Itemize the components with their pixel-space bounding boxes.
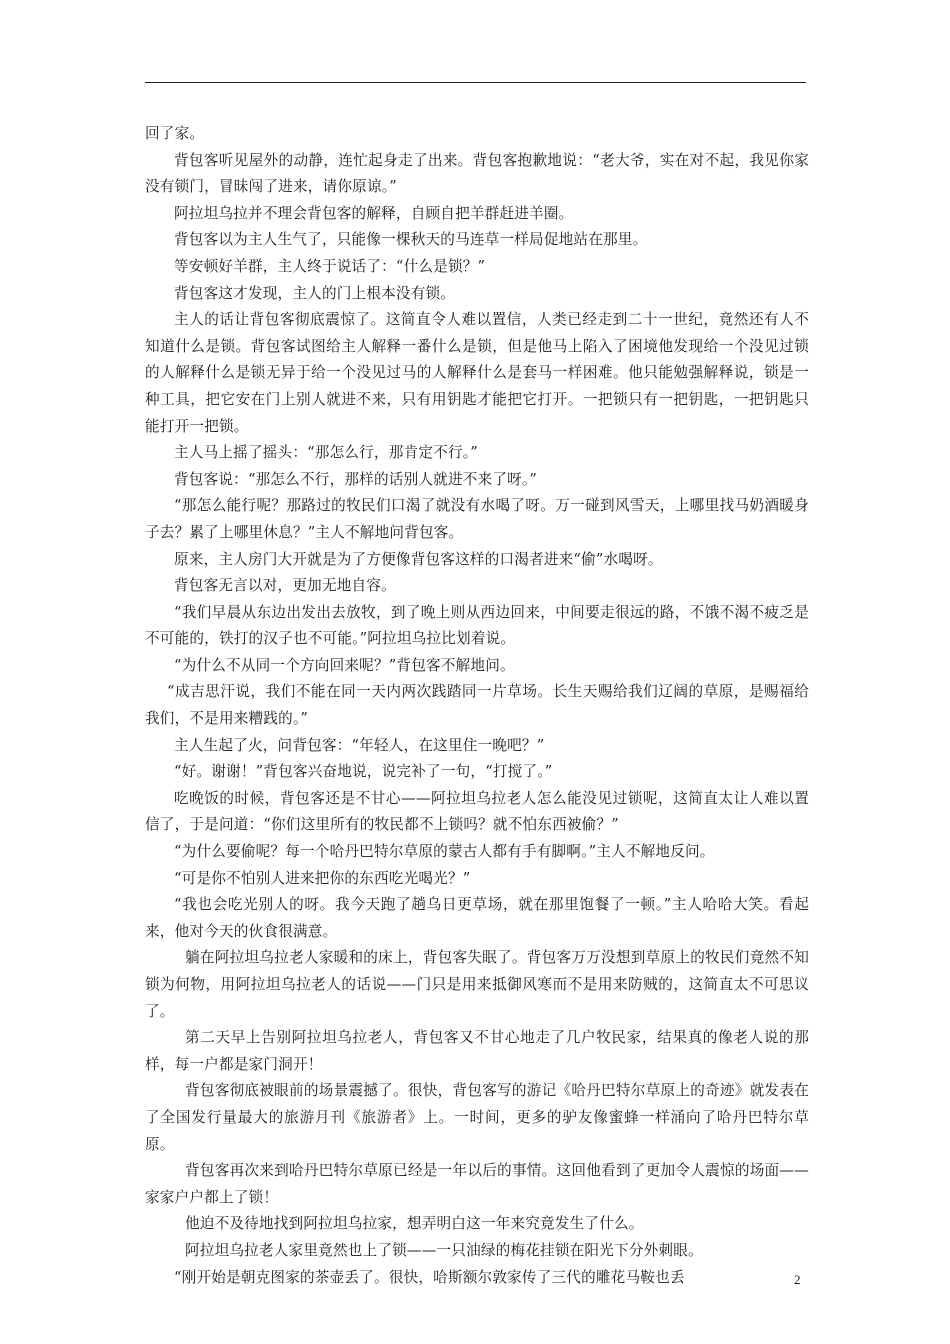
paragraph: “可是你不怕别人进来把你的东西吃光喝光？” xyxy=(174,869,471,887)
paragraph: “好。谢谢！”背包客兴奋地说，说完补了一句，“打搅了。” xyxy=(174,763,553,781)
paragraph: “为什么要偷呢？每一个哈丹巴特尔草原的蒙古人都有手有脚啊。”主人不解地反问。 xyxy=(174,843,715,861)
header-rule xyxy=(145,82,806,83)
paragraph: 背包客这才发现，主人的门上根本没有锁。 xyxy=(174,284,456,302)
paragraph: “为什么不从同一个方向回来呢？”背包客不解地问。 xyxy=(174,656,515,674)
paragraph: 回了家。 xyxy=(145,125,205,142)
paragraph: 背包客无言以对，更加无地自容。 xyxy=(174,577,396,595)
paragraph: 主人生起了火，问背包客：“年轻人，在这里住一晚吧？” xyxy=(174,736,545,754)
body-text xyxy=(145,121,809,1291)
paragraph: 第二天早上告别阿拉坦乌拉老人，背包客又不甘心地走了几户牧民家，结果真的像老人说的那样，每一户都是家门洞开！ xyxy=(145,1029,809,1073)
paragraph: 他迫不及待地找到阿拉坦乌拉家，想弄明白这一年来究竟发生了什么。 xyxy=(185,1215,644,1233)
paragraph: 原来，主人房门大开就是为了方便像背包客这样的口渴者进来“偷”水喝呀。 xyxy=(174,550,663,568)
paragraph: 背包客听见屋外的动静，连忙起身走了出来。背包客抱歉地说：“老大爷，实在对不起，我见你家没有锁门，冒昧闯了进来，请你原谅。” xyxy=(145,151,809,196)
paragraph: 躺在阿拉坦乌拉老人家暖和的床上，背包客失眠了。背包客万万没想到草原上的牧民们竟然不知锁为何物，用阿拉坦乌拉老人的话说——门只是用来抵御风寒而不是用来防贼的，这简直太不可思议了。 xyxy=(145,949,809,1020)
paragraph: 背包客再次来到哈丹巴特尔草原已经是一年以后的事情。这回他看到了更加令人震惊的场面——家家户户都上了锁！ xyxy=(145,1162,809,1206)
paragraph: 主人马上摇了摇头：“那怎么行，那肯定不行。” xyxy=(174,444,478,462)
paragraph: “我也会吃光别人的呀。我今天跑了趟乌日更草场，就在那里饱餐了一顿。”主人哈哈大笑。看起来，他对今天的伙食很满意。 xyxy=(145,896,809,940)
paragraph: 背包客彻底被眼前的场景震撼了。很快，背包客写的游记《哈丹巴特尔草原上的奇迹》就发表在了全国发行量最大的旅游月刊《旅游者》上。一时间，更多的驴友像蜜蜂一样涌向了哈丹巴特尔草原。 xyxy=(145,1082,809,1153)
paragraph: “那怎么能行呢？那路过的牧民们口渴了就没有水喝了呀。万一碰到风雪天，上哪里找马奶酒暖身子去？累了上哪里休息？”主人不解地问背包客。 xyxy=(145,497,809,541)
paragraph: “我们早晨从东边出发出去放牧，到了晚上则从西边回来，中间要走很远的路，不饿不渴不疲乏是不可能的，铁打的汉子也不可能。”阿拉坦乌拉比划着说。 xyxy=(145,603,809,648)
paragraph: 吃晚饭的时候，背包客还是不甘心——阿拉坦乌拉老人怎么能没见过锁呢，这简直太让人难以置信了，于是问道：“你们这里所有的牧民都不上锁吗？就不怕东西被偷？” xyxy=(145,789,809,834)
paragraph: 阿拉坦乌拉并不理会背包客的解释，自顾自把羊群赶进羊圈。 xyxy=(174,204,574,222)
paragraph: 等安顿好羊群，主人终于说话了：“什么是锁？” xyxy=(174,257,486,275)
paragraph: “刚开始是朝克图家的茶壶丢了。很快，哈斯额尔敦家传了三代的雕花马鞍也丢 xyxy=(174,1268,685,1286)
paragraph: 背包客以为主人生气了，只能像一棵秋天的马连草一样局促地站在那里。 xyxy=(174,231,648,249)
page-number: 2 xyxy=(794,1272,801,1287)
paragraph: 阿拉坦乌拉老人家里竟然也上了锁——一只油绿的梅花挂锁在阳光下分外刺眼。 xyxy=(185,1241,703,1259)
paragraph: “成吉思汗说，我们不能在同一天内两次践踏同一片草场。长生天赐给我们辽阔的草原，是赐福给我们，不是用来糟践的。” xyxy=(145,683,809,728)
paragraph: 背包客说：“那怎么不行，那样的话别人就进不来了呀。” xyxy=(174,470,538,488)
paragraph: 主人的话让背包客彻底震惊了。这简直令人难以置信，人类已经走到二十一世纪，竟然还有人不知道什么是锁。背包客试图给主人解释一番什么是锁，但是他马上陷入了困境他发现给一个没见过锁的人解释什么是锁无异于给一个没见过马的人解释什么是套马一样困难。他只能勉强解释说，锁是一种工具，把它安在门上别人就进不来，只有用钥匙才能把它打开。一把锁只有一把钥匙，一把钥匙只能打开一把锁。 xyxy=(145,311,809,435)
